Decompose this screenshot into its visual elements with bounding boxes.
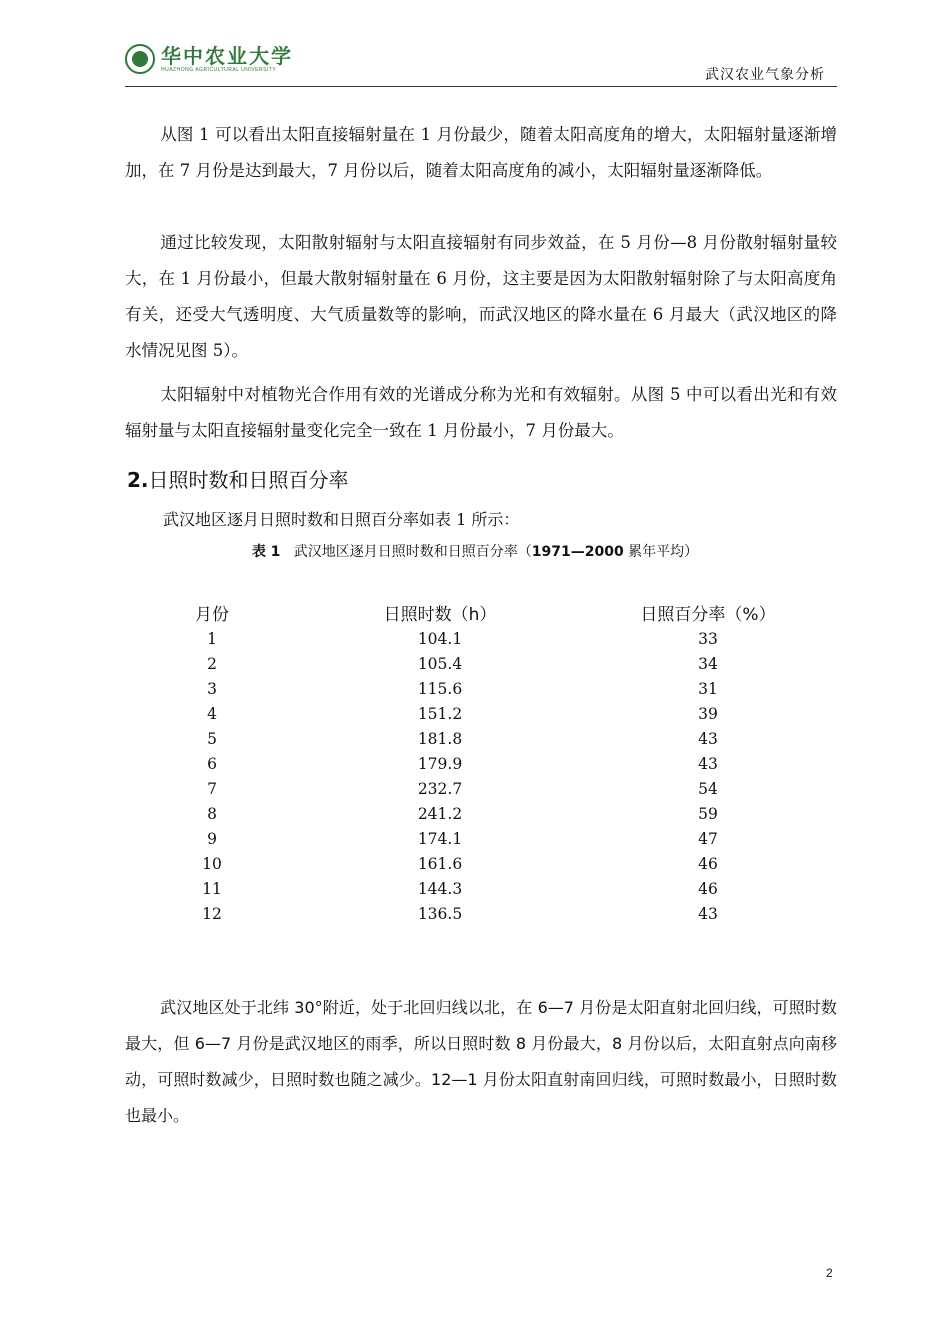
table-row: [0, 805, 950, 830]
cell-month: 11: [202, 880, 222, 898]
cell-month: 12: [202, 905, 222, 923]
cell-sunshine-hours: 144.3: [417, 880, 463, 898]
paragraph-3-text: 太阳辐射中对植物光合作用有效的光谱成分称为光和有效辐射。从图 5 中可以看出光和有效辐射量与太阳直接辐射量变化完全一致在 1 月份最小，7 月份最大。: [125, 385, 837, 440]
cell-month: 2: [207, 655, 217, 673]
document-title: 武汉农业气象分析: [705, 67, 825, 83]
cell-sunshine-percent: 47: [698, 830, 718, 848]
cell-sunshine-percent: 43: [698, 905, 718, 923]
cell-sunshine-percent: 43: [698, 730, 718, 748]
table-row: [0, 780, 950, 805]
table-row: [0, 905, 950, 930]
cell-sunshine-percent: 59: [698, 805, 718, 823]
cell-sunshine-percent: 31: [698, 680, 718, 698]
university-seal-icon: [125, 44, 155, 74]
table-intro: 武汉地区逐月日照时数和日照百分率如表 1 所示：: [163, 510, 520, 529]
cell-month: 7: [207, 780, 217, 798]
cell-sunshine-hours: 232.7: [417, 780, 463, 798]
cell-month: 1: [207, 630, 217, 648]
table-row: [0, 730, 950, 755]
cell-sunshine-hours: 161.6: [417, 855, 463, 873]
paragraph-2: [125, 225, 837, 369]
caption-years: 1971—2000: [531, 544, 624, 560]
cell-sunshine-percent: 34: [698, 655, 718, 673]
cell-month: 3: [207, 680, 217, 698]
cell-sunshine-hours: 115.6: [417, 680, 463, 698]
cell-sunshine-percent: 43: [698, 755, 718, 773]
cell-sunshine-hours: 181.8: [417, 730, 463, 748]
cell-month: 10: [202, 855, 222, 873]
table-caption: [0, 541, 950, 561]
table-row: [0, 655, 950, 680]
table-row: [0, 855, 950, 880]
header-month: 月份: [195, 605, 229, 625]
cell-month: 9: [207, 830, 217, 848]
cell-month: 6: [207, 755, 217, 773]
cell-sunshine-hours: 241.2: [417, 805, 463, 823]
header-sunshine-percent: 日照百分率（%）: [640, 605, 776, 625]
table-row: [0, 705, 950, 730]
paragraph-2-text: 通过比较发现，太阳散射辐射与太阳直接辐射有同步效益，在 5 月份—8 月份散射辐射量较大，在 1 月份最小，但最大散射辐射量在 6 月份，这主要是因为太阳散射辐射除了与太阳高度角有关，还受大气透明度、大气质量数等的影响，而武汉地区的降水量在 6 月最大（武汉地区的降水情况见图 5）。: [125, 233, 837, 360]
caption-text: 武汉地区逐月日照时数和日照百分率（: [293, 544, 532, 560]
logo-chinese-name: 华中农业大学: [161, 43, 293, 68]
cell-month: 5: [207, 730, 217, 748]
paragraph-4: [125, 990, 837, 1134]
caption-suffix: 累年平均）: [623, 544, 699, 560]
table-row: [0, 830, 950, 855]
page-number: 2: [826, 1266, 833, 1280]
cell-sunshine-percent: 46: [698, 855, 718, 873]
section-heading: [127, 464, 349, 493]
section-title: 日照时数和日照百分率: [148, 468, 349, 492]
paragraph-3: [125, 377, 837, 449]
section-number: 2.: [127, 468, 149, 492]
table-row: [0, 880, 950, 905]
cell-sunshine-percent: 54: [698, 780, 718, 798]
header-sunshine-hours: 日照时数（h）: [383, 605, 497, 625]
cell-month: 8: [207, 805, 217, 823]
paragraph-4-text: 武汉地区处于北纬 30°附近，处于北回归线以北，在 6—7 月份是太阳直射北回归线，可照时数最大，但 6—7 月份是武汉地区的雨季，所以日照时数 8 月份最大，8 月份以后，太阳直射点向南移动，可照时数减少，日照时数也随之减少。12—1 月份太阳直射南回归线，可照时数最小，日照时数也最小。: [125, 998, 837, 1125]
cell-month: 4: [207, 705, 217, 723]
cell-sunshine-percent: 33: [698, 630, 718, 648]
table-row: [0, 680, 950, 705]
cell-sunshine-hours: 151.2: [417, 705, 463, 723]
logo-english-name: HUAZHONG AGRICULTURAL UNIVERSITY: [161, 66, 277, 73]
caption-label: 表 1: [251, 544, 281, 560]
table-row: [0, 630, 950, 655]
cell-sunshine-hours: 179.9: [417, 755, 463, 773]
paragraph-1: [125, 117, 837, 189]
header-divider: [125, 86, 837, 87]
cell-sunshine-percent: 39: [698, 705, 718, 723]
table-header-row: [0, 600, 950, 625]
table-row: [0, 755, 950, 780]
cell-sunshine-hours: 105.4: [417, 655, 463, 673]
cell-sunshine-hours: 136.5: [417, 905, 463, 923]
university-logo: [125, 44, 293, 74]
page-header: [125, 44, 837, 84]
cell-sunshine-percent: 46: [698, 880, 718, 898]
cell-sunshine-hours: 104.1: [417, 630, 463, 648]
paragraph-1-text: 从图 1 可以看出太阳直接辐射量在 1 月份最少，随着太阳高度角的增大，太阳辐射量逐渐增加，在 7 月份是达到最大，7 月份以后，随着太阳高度角的减小，太阳辐射量逐渐降低。: [125, 125, 837, 180]
cell-sunshine-hours: 174.1: [417, 830, 463, 848]
